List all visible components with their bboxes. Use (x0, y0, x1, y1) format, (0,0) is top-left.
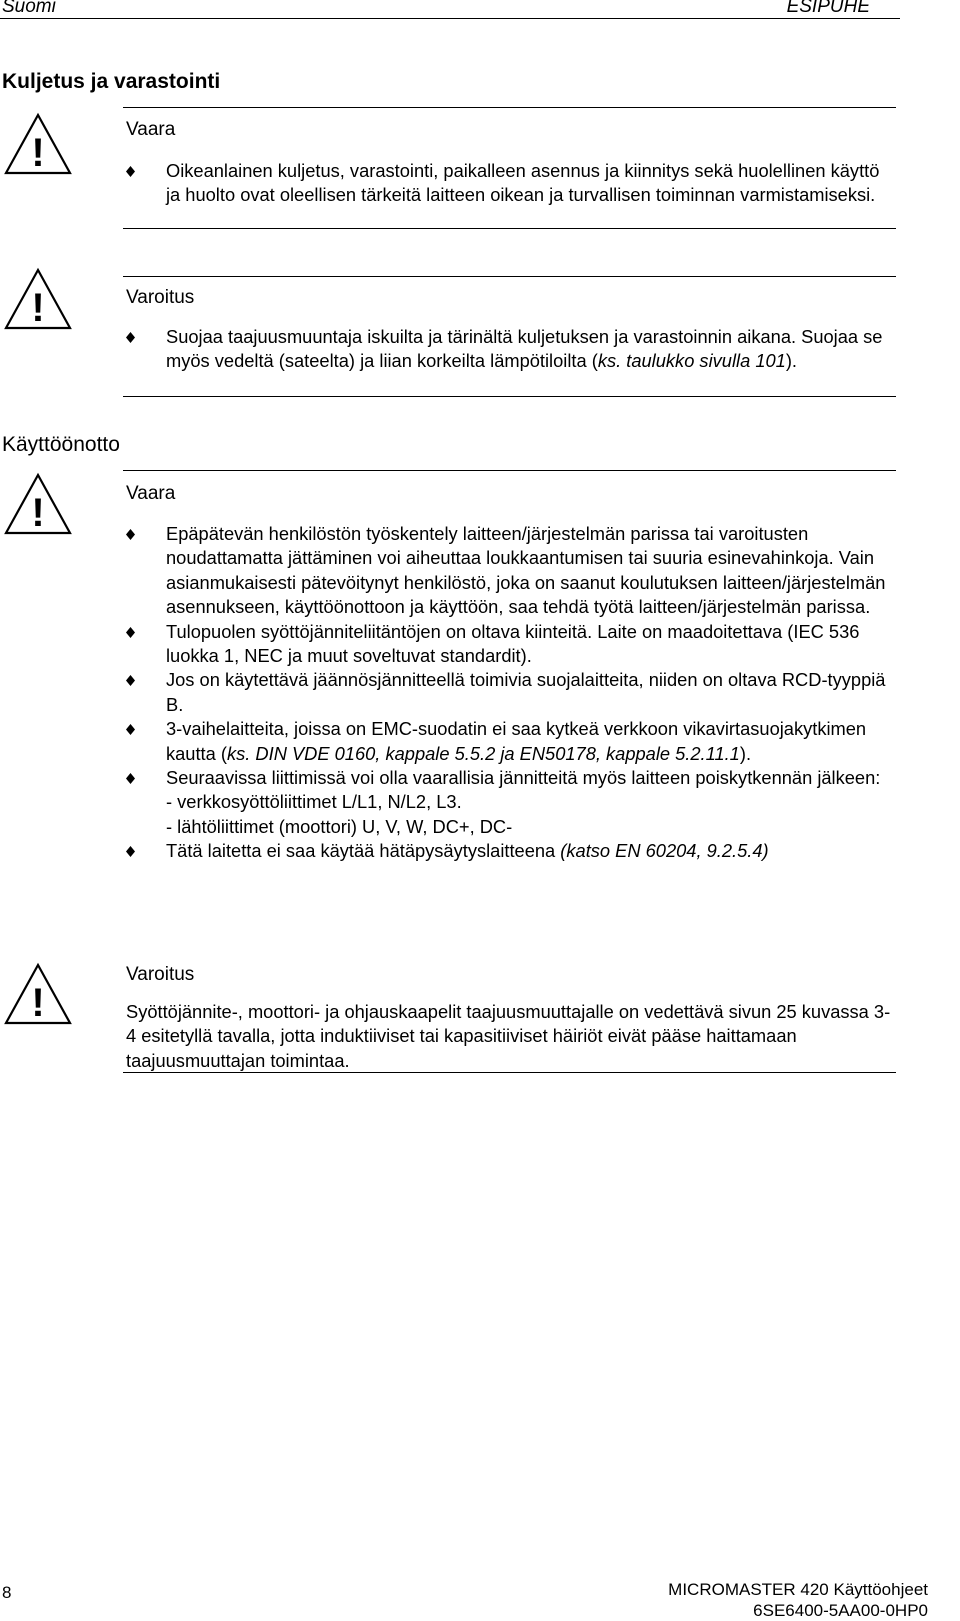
box-bottom-rule (123, 1072, 896, 1073)
section-title-transport: Kuljetus ja varastointi (2, 70, 221, 93)
diamond-bullet-icon (126, 675, 135, 686)
list-item: Jos on käytettävä jäännösjännitteellä toimivia suojalaitteita, niiden on oltava RCD-tyyppiä B. (126, 668, 896, 717)
header-language: Suomi (2, 0, 56, 17)
svg-text:!: ! (31, 131, 45, 175)
warning-triangle-icon (3, 267, 73, 331)
warning-triangle-icon (3, 962, 73, 1026)
list-item: Tulopuolen syöttöjänniteliitäntöjen on oltava kiinteitä. Laite on maadoitettava (IEC 536 luokka 1, NEC ja muut soveltuvat standardit). (126, 620, 896, 669)
bullet-list (126, 159, 896, 208)
diamond-bullet-icon (126, 846, 135, 857)
header-chapter: ESIPUHE (786, 0, 870, 17)
box-title-danger: Vaara (126, 483, 176, 504)
diamond-bullet-icon (126, 332, 135, 343)
box-title-caution: Varoitus (126, 964, 195, 985)
svg-text:!: ! (31, 491, 45, 535)
diamond-bullet-icon (126, 627, 135, 638)
diamond-bullet-icon (126, 724, 135, 735)
bullet-list (126, 522, 896, 864)
diamond-bullet-icon (126, 166, 135, 177)
list-item: Epäpätevän henkilöstön työskentely laitteen/järjestelmän parissa tai varoitusten noudattamatta jättäminen voi aiheuttaa loukkaantumisen tai suuria esinevahinkoja. Vain asianmukaisesti pätevöitynyt henkilöstö, joka on saanut koulutuksen laitteen/järjestelmän asennukseen, käyttöönottoon ja käyttöön, saa tehdä työtä laitteen/järjestelmän parissa. (126, 522, 896, 620)
box-bottom-rule (123, 228, 896, 229)
bullet-list (126, 325, 896, 374)
list-item: Seuraavissa liittimissä voi olla vaarallisia jännitteitä myös laitteen poiskytkennän jälkeen: - verkkosyöttöliittimet L/L1, N/L2, L3. - lähtöliittimet (moottori) U, V, W, DC+, DC- (126, 766, 896, 839)
diamond-bullet-icon (126, 773, 135, 784)
warning-triangle-icon (3, 112, 73, 176)
order-number: 6SE6400-5AA00-0HP0 (753, 1601, 928, 1620)
caution-paragraph: Syöttöjännite-, moottori- ja ohjauskaapelit taajuusmuuttajalle on vedettävä sivun 25 kuvassa 3-4 esitetyllä tavalla, jotta induktiiviset tai kapasitiiviset häiriöt eivät pääse haittamaan taajuusmuuttajan toimintaa. (126, 1001, 891, 1071)
box-top-rule (123, 107, 896, 108)
header-rule (0, 18, 900, 19)
box-top-rule (123, 470, 896, 471)
box-title-caution: Varoitus (126, 287, 195, 308)
list-item: Suojaa taajuusmuuntaja iskuilta ja tärinältä kuljetuksen ja varastoinnin aikana. Suojaa se myös vedeltä (sateelta) ja liian korkeilta lämpötiloilta (ks. taulukko sivulla 101). (126, 325, 896, 374)
box-title-danger: Vaara (126, 119, 176, 140)
svg-text:!: ! (31, 286, 45, 330)
page-number: 8 (2, 1583, 12, 1602)
warning-triangle-icon (3, 472, 73, 536)
diamond-bullet-icon (126, 529, 135, 540)
section-title-commissioning: Käyttöönotto (2, 433, 120, 456)
box-top-rule (123, 276, 896, 277)
list-item: Tätä laitetta ei saa käytää hätäpysäytyslaitteena (katso EN 60204, 9.2.5.4) (126, 839, 896, 863)
box-bottom-rule (123, 396, 896, 397)
manual-title: MICROMASTER 420 Käyttöohjeet (668, 1580, 928, 1599)
list-item: 3-vaihelaitteita, joissa on EMC-suodatin ei saa kytkeä verkkoon vikavirtasuojakytkimen kautta (ks. DIN VDE 0160, kappale 5.5.2 ja EN50178, kappale 5.2.11.1). (126, 717, 896, 766)
list-item: Oikeanlainen kuljetus, varastointi, paikalleen asennus ja kiinnitys sekä huolellinen käyttö ja huolto ovat oleellisen tärkeitä laitteen oikean ja turvallisen toiminnan varmistamiseksi. (126, 159, 896, 208)
svg-text:!: ! (31, 981, 45, 1025)
footer-info (668, 1579, 928, 1621)
